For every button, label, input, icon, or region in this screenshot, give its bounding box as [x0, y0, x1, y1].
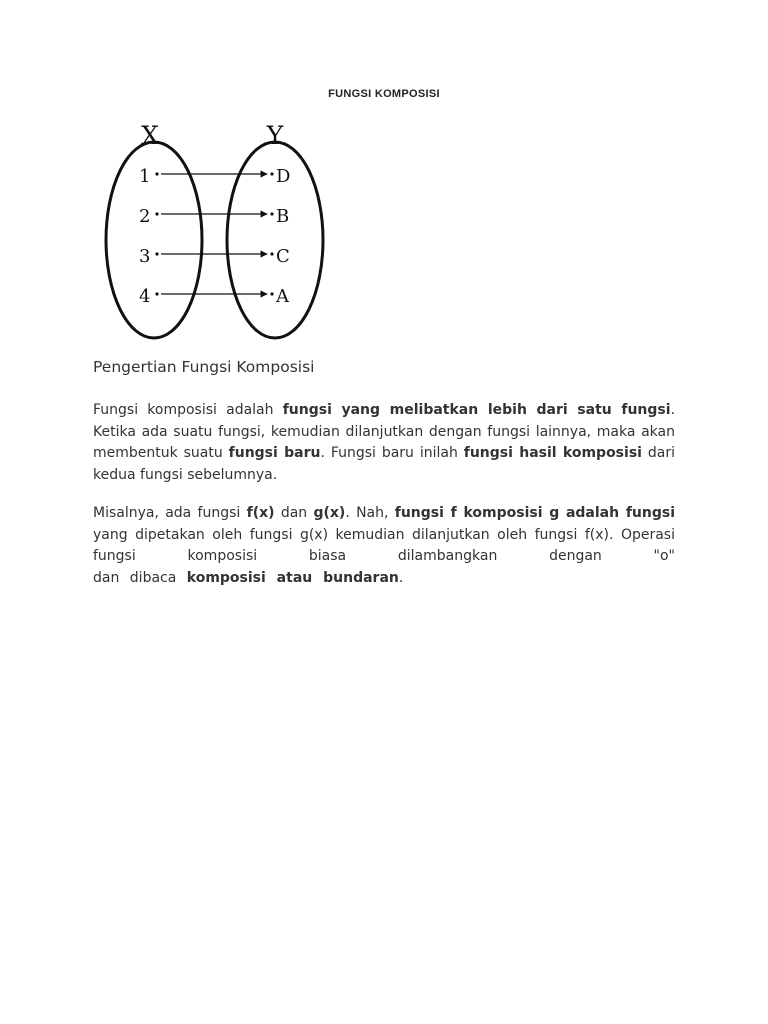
paragraph-example	[93, 503, 675, 589]
codomain-point	[270, 172, 273, 175]
domain-set-ellipse	[106, 142, 202, 338]
text-run: Operasi fungsi komposisi biasa dilambangkan dengan "o"	[93, 526, 675, 564]
codomain-element: A	[276, 286, 289, 307]
section-heading: Pengertian Fungsi Komposisi	[93, 358, 315, 376]
paragraph-definition	[93, 400, 675, 486]
emphasis-text: fungsi f komposisi g adalah fungsi	[394, 505, 675, 521]
document-title: FUNGSI KOMPOSISI	[328, 88, 440, 100]
text-run: dan dibaca	[93, 569, 187, 586]
paragraph-last-line	[93, 568, 675, 590]
emphasis-text: fungsi hasil komposisi	[463, 445, 642, 461]
text-run: . Ketika ada suatu fungsi, kemudian dilanjutkan dengan fungsi lainnya, maka akan membentuk suatu	[93, 402, 675, 461]
text-run: dari kedua fungsi sebelumnya.	[93, 445, 675, 483]
codomain-point	[270, 292, 273, 295]
codomain-set-ellipse	[227, 142, 323, 338]
text-run: .	[398, 569, 404, 586]
emphasis-text: komposisi atau bundaran	[186, 569, 399, 586]
text-run: . Fungsi baru inilah	[320, 445, 464, 461]
domain-point	[155, 172, 158, 175]
domain-element: 3	[139, 246, 151, 267]
codomain-point	[270, 252, 273, 255]
text-run: Fungsi komposisi adalah	[93, 402, 283, 418]
domain-element: 2	[139, 206, 151, 227]
text-run: dan	[274, 505, 314, 521]
domain-element: 1	[139, 166, 151, 187]
emphasis-text: fungsi baru	[228, 445, 321, 461]
text-run: . Nah,	[345, 505, 395, 521]
text-run: Misalnya, ada fungsi	[93, 505, 247, 521]
emphasis-text: fungsi yang melibatkan lebih dari satu fungsi	[282, 402, 671, 418]
text-run: yang dipetakan oleh fungsi g(x) kemudian dilanjutkan oleh fungsi f(x).	[93, 526, 621, 543]
domain-point	[155, 292, 158, 295]
codomain-element: D	[276, 166, 291, 187]
function-mapping-diagram	[95, 118, 335, 340]
codomain-element: C	[276, 246, 290, 267]
domain-point	[155, 212, 158, 215]
domain-element: 4	[139, 286, 151, 307]
codomain-element: B	[276, 206, 290, 227]
emphasis-text: f(x)	[246, 505, 275, 521]
codomain-set-label: Y	[266, 121, 284, 150]
codomain-point	[270, 212, 273, 215]
paragraph-lines	[93, 503, 675, 568]
emphasis-text: g(x)	[313, 505, 346, 521]
domain-point	[155, 252, 158, 255]
domain-set-label: X	[141, 121, 159, 150]
